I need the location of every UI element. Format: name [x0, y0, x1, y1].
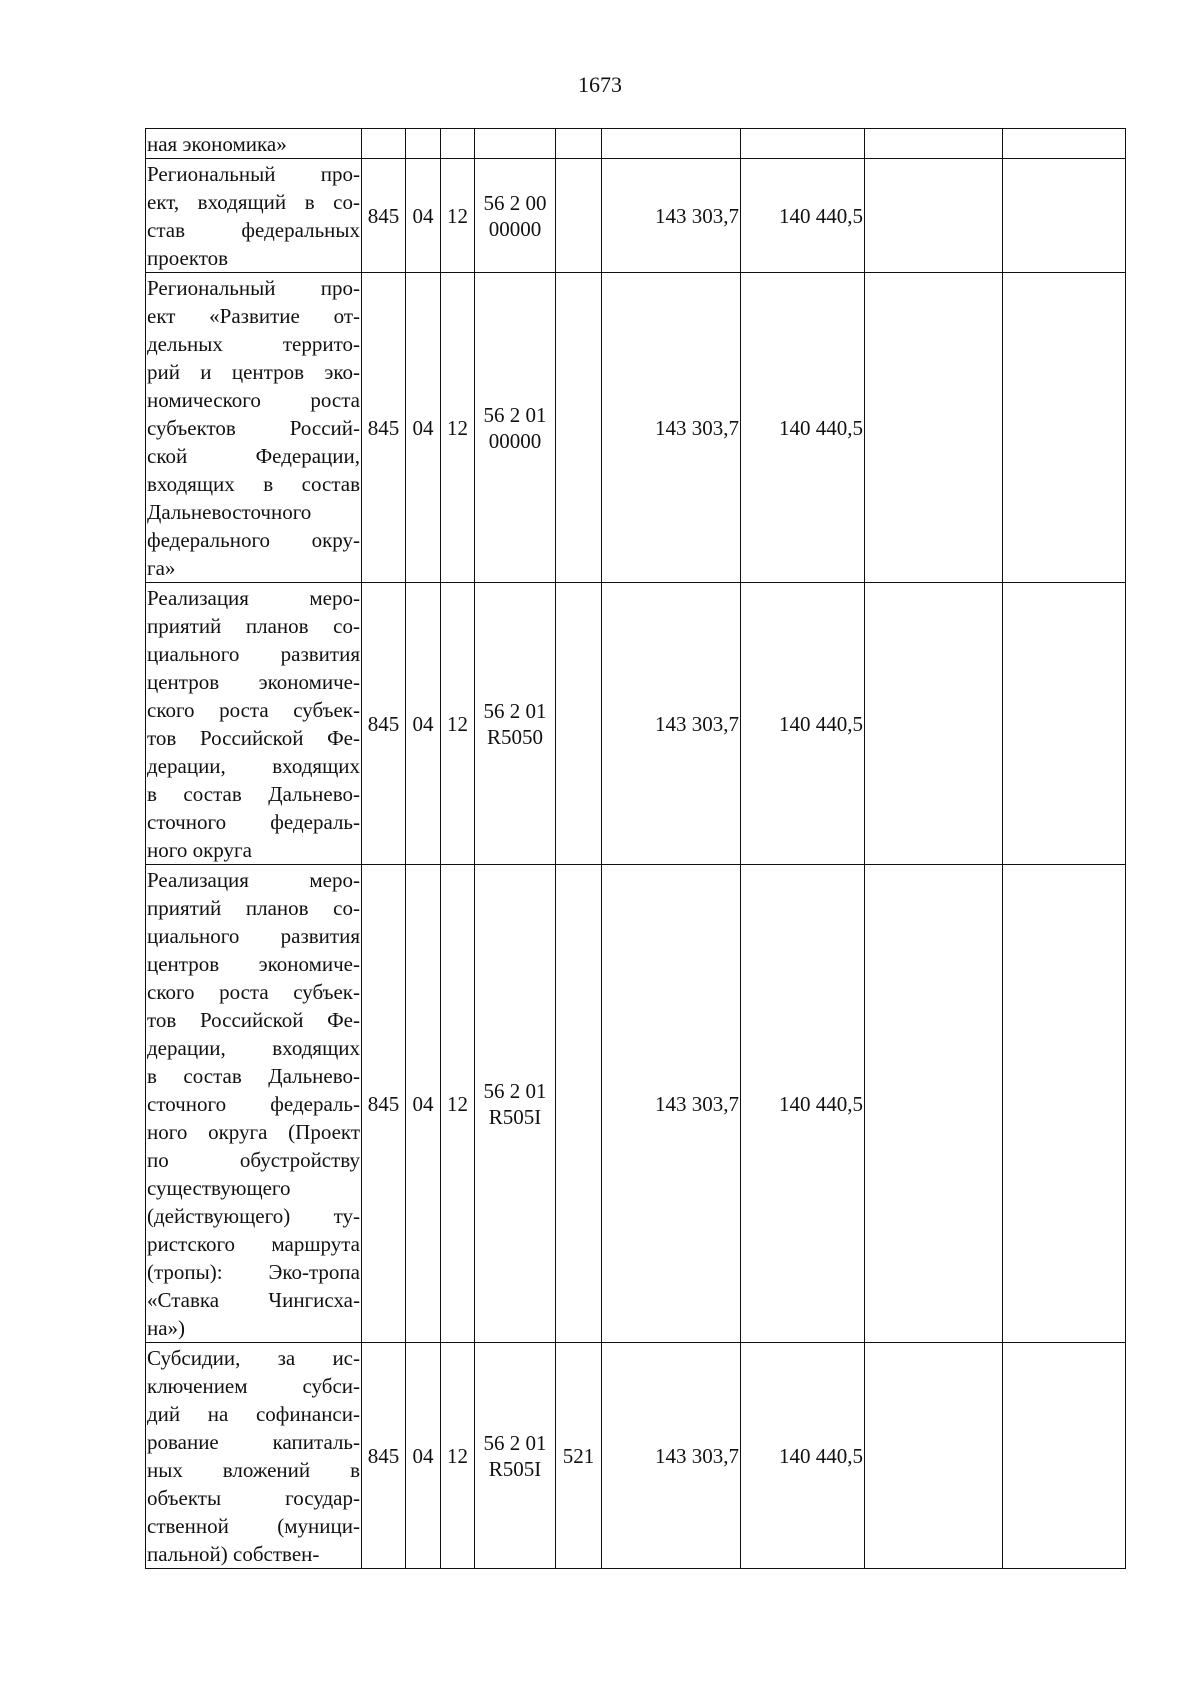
name-line: центров экономиче- — [147, 669, 360, 694]
name-line: тов Российской Фе- — [147, 1007, 360, 1032]
row-name-cell — [146, 273, 362, 583]
name-line: циального развития — [147, 923, 360, 948]
name-line: приятий планов со- — [147, 895, 360, 920]
csr-line: R505I — [488, 1104, 542, 1129]
name-line: ного округа (Проект — [147, 1119, 360, 1144]
rz-cell: 04 — [406, 159, 441, 273]
row-name-cell — [146, 159, 362, 273]
name-line: ключением субси- — [147, 1373, 360, 1398]
amount-cell-1: 143 303,7 — [602, 865, 741, 1343]
pr-cell: 12 — [441, 865, 475, 1343]
csr-cell — [475, 583, 556, 865]
csr-cell — [475, 865, 556, 1343]
name-line: рование капиталь- — [147, 1429, 360, 1454]
name-line: ного округа — [147, 837, 252, 862]
amount-cell-1 — [602, 129, 741, 159]
vr-cell — [556, 129, 602, 159]
row-name-cell — [146, 583, 362, 865]
rz-cell: 04 — [406, 1343, 441, 1569]
amount-cell-2: 140 440,5 — [741, 1343, 865, 1569]
name-line: по обустройству — [147, 1147, 360, 1172]
amount-cell-4 — [1003, 583, 1126, 865]
vr-cell — [556, 583, 602, 865]
amount-cell-4 — [1003, 865, 1126, 1343]
table-row — [146, 273, 1126, 583]
name-line: Региональный про- — [147, 161, 360, 186]
amount-cell-3 — [865, 1343, 1003, 1569]
csr-cell — [475, 273, 556, 583]
name-line: дерации, входящих — [147, 1035, 360, 1060]
name-line: центров экономиче- — [147, 951, 360, 976]
table-row — [146, 159, 1126, 273]
name-line: ных вложений в — [147, 1457, 360, 1482]
table-body — [146, 129, 1126, 1569]
grbs-cell: 845 — [362, 273, 406, 583]
amount-cell-2: 140 440,5 — [741, 159, 865, 273]
name-line: на») — [147, 1315, 186, 1340]
grbs-cell: 845 — [362, 1343, 406, 1569]
name-line: приятий планов со- — [147, 613, 360, 638]
amount-cell-3 — [865, 159, 1003, 273]
name-line: сточного федераль- — [147, 809, 360, 834]
amount-cell-3 — [865, 865, 1003, 1343]
name-line: в состав Дальнево- — [147, 781, 360, 806]
name-line: ект, входящий в со- — [147, 189, 360, 214]
name-line: став федеральных — [147, 217, 360, 242]
csr-cell — [475, 129, 556, 159]
table-row — [146, 865, 1126, 1343]
name-line: входящих в состав — [147, 471, 360, 496]
amount-cell-2: 140 440,5 — [741, 583, 865, 865]
csr-line: 56 2 01 — [483, 402, 547, 427]
amount-cell-1: 143 303,7 — [602, 159, 741, 273]
csr-line: R5050 — [486, 724, 543, 749]
rz-cell: 04 — [406, 865, 441, 1343]
pr-cell: 12 — [441, 583, 475, 865]
row-name-cell — [146, 129, 362, 159]
grbs-cell: 845 — [362, 159, 406, 273]
name-line: дельных террито- — [147, 331, 360, 356]
amount-cell-2: 140 440,5 — [741, 273, 865, 583]
vr-cell — [556, 159, 602, 273]
amount-cell-3 — [865, 273, 1003, 583]
name-line: сточного федераль- — [147, 1091, 360, 1116]
vr-cell — [556, 865, 602, 1343]
name-line: существующего — [147, 1175, 291, 1200]
name-line: объекты государ- — [147, 1485, 360, 1510]
amount-cell-2: 140 440,5 — [741, 865, 865, 1343]
vr-cell: 521 — [556, 1343, 602, 1569]
amount-cell-1: 143 303,7 — [602, 273, 741, 583]
name-line: Реализация меро- — [147, 867, 360, 892]
csr-line: R505I — [488, 1456, 542, 1481]
name-line: ского роста субъек- — [147, 697, 360, 722]
name-line: (тропы): Эко-тропа — [147, 1259, 360, 1284]
csr-line: 00000 — [488, 216, 542, 241]
amount-cell-4 — [1003, 129, 1126, 159]
name-line: федерального окру- — [147, 527, 360, 552]
csr-line: 56 2 01 — [483, 1078, 547, 1103]
amount-cell-4 — [1003, 273, 1126, 583]
amount-cell-4 — [1003, 159, 1126, 273]
amount-cell-3 — [865, 583, 1003, 865]
name-line: пальной) собствен- — [147, 1541, 320, 1566]
name-line: ского роста субъек- — [147, 979, 360, 1004]
pr-cell — [441, 129, 475, 159]
name-line: (действующего) ту- — [147, 1203, 360, 1228]
row-name-cell — [146, 1343, 362, 1569]
name-line: ная экономика» — [147, 131, 287, 156]
amount-cell-1: 143 303,7 — [602, 1343, 741, 1569]
name-line: субъектов Россий- — [147, 415, 360, 440]
grbs-cell — [362, 129, 406, 159]
csr-cell — [475, 1343, 556, 1569]
name-line: «Ставка Чингисха- — [147, 1287, 360, 1312]
rz-cell: 04 — [406, 273, 441, 583]
csr-line: 56 2 01 — [483, 698, 547, 723]
pr-cell: 12 — [441, 273, 475, 583]
name-line: рий и центров эко- — [147, 359, 360, 384]
name-line: циального развития — [147, 641, 360, 666]
name-line: ект «Развитие от- — [147, 303, 360, 328]
name-line: Реализация меро- — [147, 585, 360, 610]
name-line: Региональный про- — [147, 275, 360, 300]
amount-cell-4 — [1003, 1343, 1126, 1569]
csr-cell — [475, 159, 556, 273]
pr-cell: 12 — [441, 159, 475, 273]
csr-line: 56 2 00 — [483, 190, 547, 215]
grbs-cell: 845 — [362, 583, 406, 865]
name-line: га» — [147, 555, 176, 580]
name-line: тов Российской Фе- — [147, 725, 360, 750]
name-line: в состав Дальнево- — [147, 1063, 360, 1088]
pr-cell: 12 — [441, 1343, 475, 1569]
name-line: ственной (муници- — [147, 1513, 360, 1538]
page-number: 1673 — [578, 72, 622, 97]
name-line: дий на софинанси- — [147, 1401, 360, 1426]
amount-cell-2 — [741, 129, 865, 159]
name-line: ской Федерации, — [147, 443, 360, 468]
row-name-cell — [146, 865, 362, 1343]
table-row — [146, 583, 1126, 865]
name-line: Дальневосточного — [147, 499, 312, 524]
grbs-cell: 845 — [362, 865, 406, 1343]
name-line: проектов — [147, 245, 229, 270]
table-row — [146, 1343, 1126, 1569]
budget-table — [145, 128, 1126, 1569]
rz-cell — [406, 129, 441, 159]
name-line: дерации, входящих — [147, 753, 360, 778]
table-row — [146, 129, 1126, 159]
vr-cell — [556, 273, 602, 583]
amount-cell-1: 143 303,7 — [602, 583, 741, 865]
csr-line: 56 2 01 — [483, 1430, 547, 1455]
name-line: номического роста — [147, 387, 360, 412]
name-line: Субсидии, за ис- — [147, 1345, 360, 1370]
csr-line: 00000 — [488, 428, 542, 453]
name-line: ристского маршрута — [147, 1231, 360, 1256]
rz-cell: 04 — [406, 583, 441, 865]
amount-cell-3 — [865, 129, 1003, 159]
